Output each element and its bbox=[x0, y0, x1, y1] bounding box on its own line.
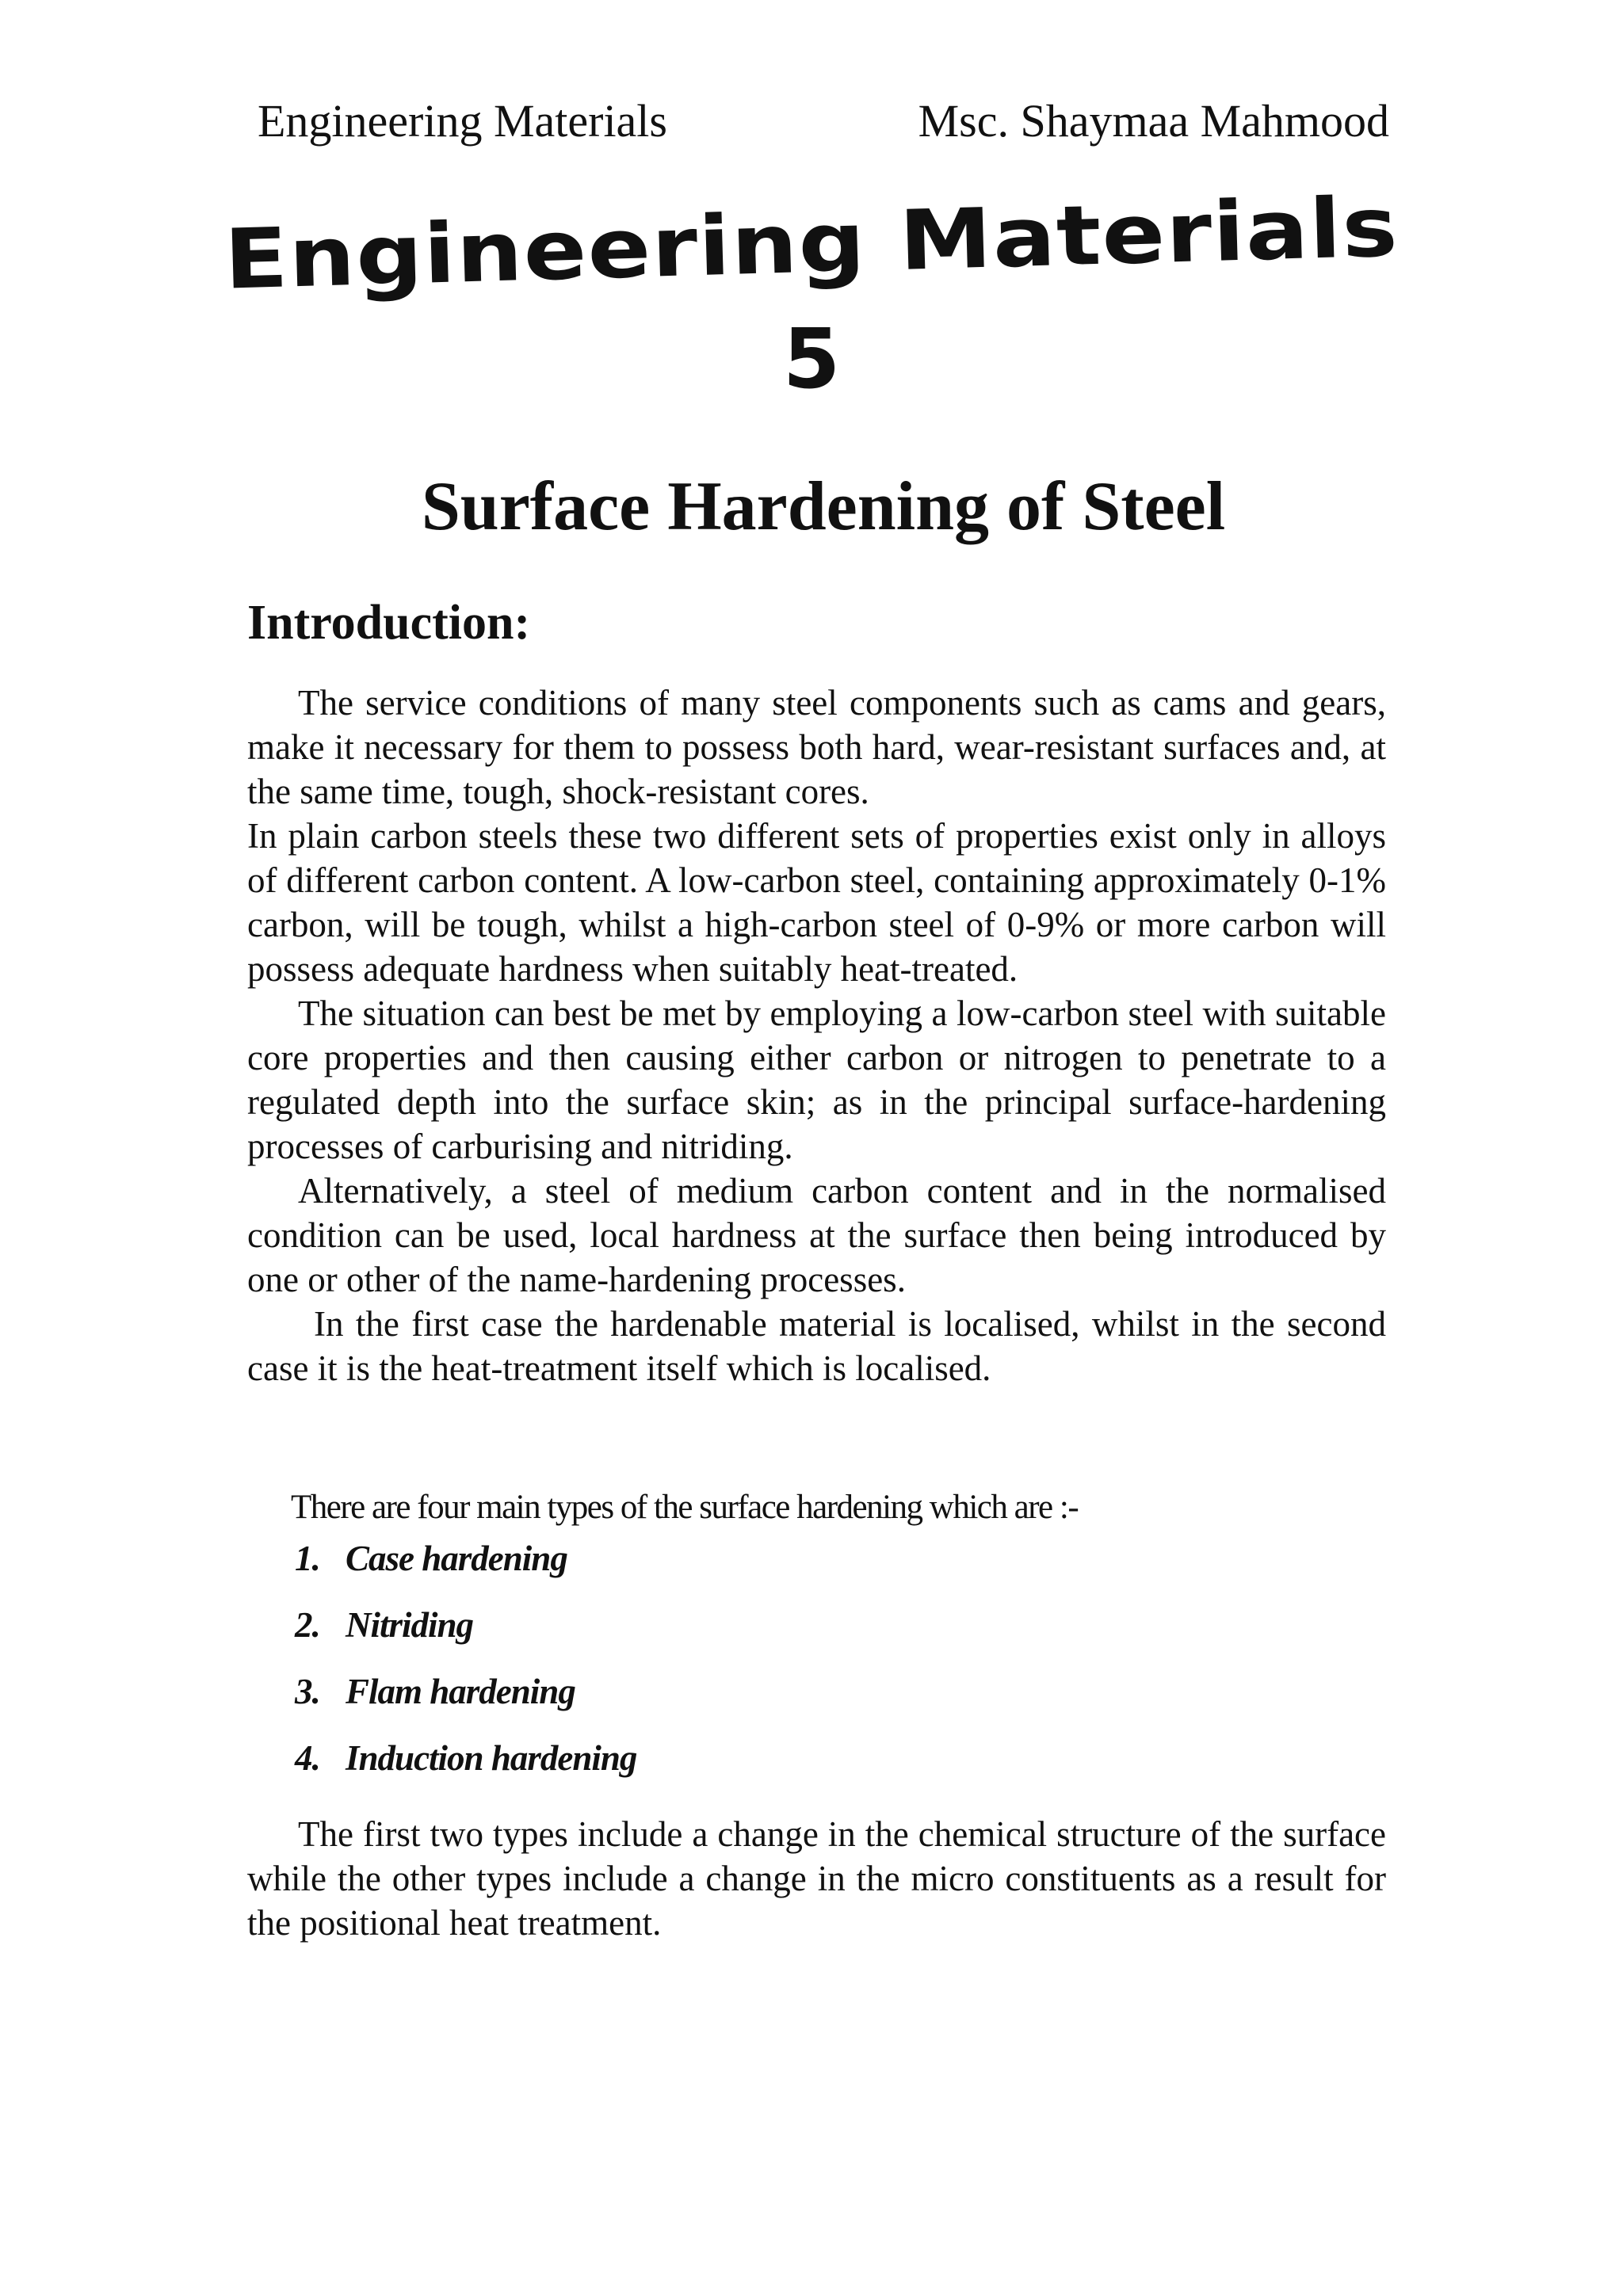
document-title: Engineering Materials bbox=[223, 178, 1400, 308]
list-item-number: 2. bbox=[295, 1605, 320, 1645]
chapter-title: Surface Hardening of Steel bbox=[421, 468, 1226, 545]
list-item bbox=[295, 1725, 636, 1791]
list-item-label: Nitriding bbox=[346, 1605, 474, 1645]
paragraph-first-case: In the first case the hardenable material is localised, whilst in the second case it is the heat-treatment itself which is localised. bbox=[247, 1304, 1386, 1388]
list-item bbox=[295, 1592, 636, 1658]
lecture-number: 5 bbox=[782, 311, 841, 407]
hardening-types-list bbox=[295, 1525, 636, 1791]
paragraph-service-conditions: The service conditions of many steel components such as cams and gears, make it necessary for them to possess both hard, wear-resistant surfaces and, at the same time, tough, shock-resistant cores. bbox=[247, 683, 1386, 811]
list-item-label: Case hardening bbox=[346, 1539, 567, 1578]
list-item-number: 3. bbox=[295, 1672, 320, 1711]
paragraph-plain-carbon-steels: In plain carbon steels these two different sets of properties exist only in alloys of different carbon content. A low-carbon steel, containing approximately 0-1% carbon, will be tough, whilst a high-carbon steel of 0-9% or more carbon will possess adequate hardness when suitably heat-treated. bbox=[247, 816, 1386, 989]
closing-body bbox=[247, 1812, 1386, 1945]
title-block bbox=[0, 178, 1623, 308]
header-course-title: Engineering Materials bbox=[258, 95, 667, 147]
section-heading-introduction: Introduction: bbox=[247, 596, 531, 650]
list-item-label: Flam hardening bbox=[346, 1672, 575, 1711]
introduction-body bbox=[247, 681, 1386, 1390]
paragraph-alternatively: Alternatively, a steel of medium carbon content and in the normalised condition can be used, local hardness at the surface then being introduced by one or other of the name-hardening processes. bbox=[247, 1171, 1386, 1299]
list-item-label: Induction hardening bbox=[346, 1738, 637, 1778]
types-intro-sentence: There are four main types of the surface hardening which are :- bbox=[291, 1489, 1079, 1526]
list-item-number: 1. bbox=[295, 1539, 320, 1578]
list-item-number: 4. bbox=[295, 1738, 320, 1778]
header-author: Msc. Shaymaa Mahmood bbox=[918, 95, 1389, 147]
list-item bbox=[295, 1525, 636, 1592]
paragraph-closing: The first two types include a change in the chemical structure of the surface while the other types include a change in the micro constituents as a result for the positional heat treatment. bbox=[247, 1814, 1386, 1943]
list-item bbox=[295, 1658, 636, 1725]
paragraph-situation: The situation can best be met by employing a low-carbon steel with suitable core properties and then causing either carbon or nitrogen to penetrate to a regulated depth into the surface skin; as in the principal surface-hardening processes of carburising and nitriding. bbox=[247, 994, 1386, 1166]
